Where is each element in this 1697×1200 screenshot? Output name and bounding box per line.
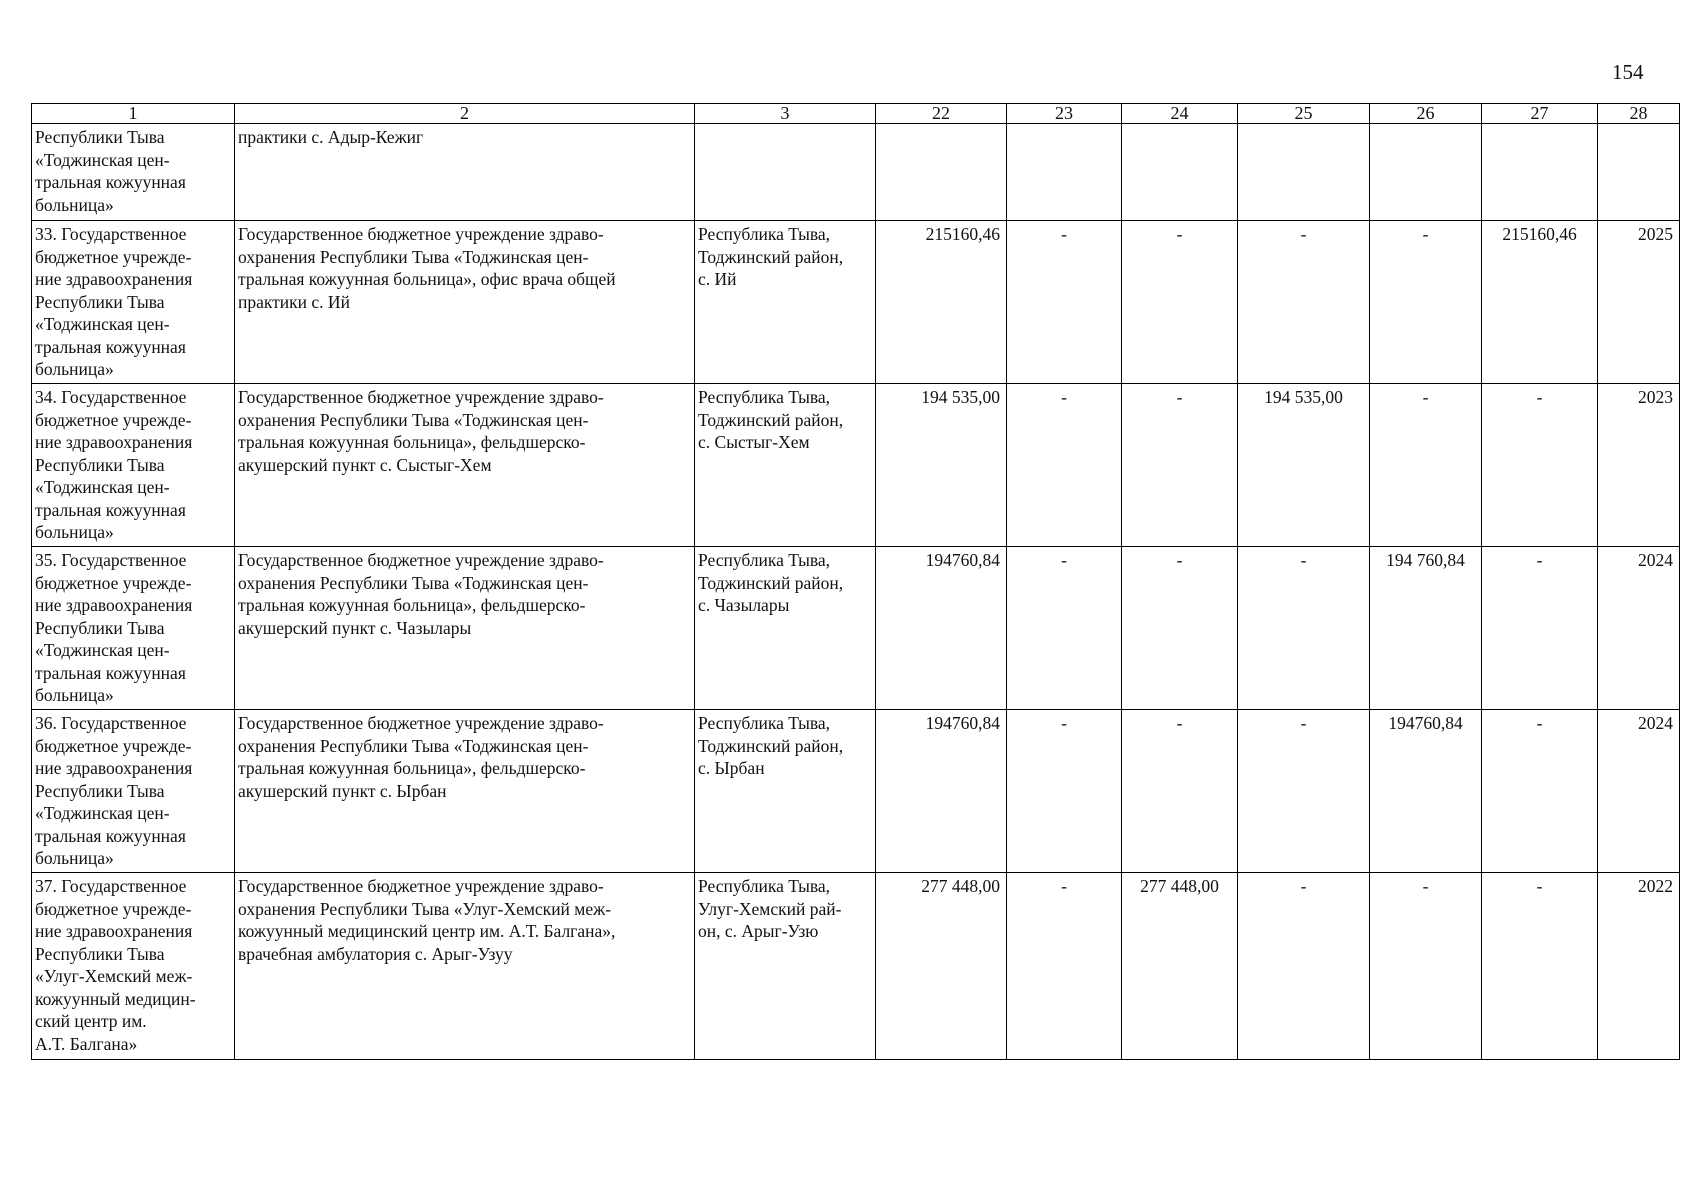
location-cell: Республика Тыва, Тоджинский район, с. Ий	[695, 221, 876, 384]
value-cell: -	[1482, 873, 1598, 1060]
value-cell: -	[1007, 384, 1122, 547]
value-cell: -	[1122, 384, 1238, 547]
year-cell: 2024	[1598, 547, 1680, 710]
institution-cell: 37. Государственное бюджетное учрежде- ние здравоохранения Республики Тыва «Улуг-Хемский меж- кожуунный медицин- ский центр им. А.Т. Балгана»	[32, 873, 235, 1060]
value-cell: 277 448,00	[876, 873, 1007, 1060]
value-cell: -	[1007, 547, 1122, 710]
value-cell: 194 535,00	[876, 384, 1007, 547]
column-header: 25	[1238, 104, 1370, 124]
year-cell: 2023	[1598, 384, 1680, 547]
facility-cell: Государственное бюджетное учреждение здраво- охранения Республики Тыва «Тоджинская цен- тральная кожуунная больница», фельдшерско- акушерский пункт с. Чазылары	[235, 547, 695, 710]
value-cell	[1122, 124, 1238, 221]
data-table	[31, 103, 1680, 1060]
value-cell: -	[1122, 710, 1238, 873]
value-cell: 194760,84	[1370, 710, 1482, 873]
value-cell	[1238, 124, 1370, 221]
page-number: 154	[1612, 60, 1644, 84]
value-cell: -	[1122, 547, 1238, 710]
table-row	[32, 221, 1680, 384]
facility-cell: практики с. Адыр-Кежиг	[235, 124, 695, 221]
facility-cell: Государственное бюджетное учреждение здраво- охранения Республики Тыва «Тоджинская цен- тральная кожуунная больница», фельдшерско- акушерский пункт с. Ырбан	[235, 710, 695, 873]
value-cell: -	[1238, 221, 1370, 384]
column-header: 22	[876, 104, 1007, 124]
location-cell	[695, 124, 876, 221]
institution-cell: 36. Государственное бюджетное учрежде- ние здравоохранения Республики Тыва «Тоджинская цен- тральная кожуунная больница»	[32, 710, 235, 873]
value-cell: -	[1007, 873, 1122, 1060]
value-cell: 194760,84	[876, 547, 1007, 710]
value-cell	[1482, 124, 1598, 221]
value-cell: -	[1122, 221, 1238, 384]
location-cell: Республика Тыва, Тоджинский район, с. Ырбан	[695, 710, 876, 873]
facility-cell: Государственное бюджетное учреждение здраво- охранения Республики Тыва «Тоджинская цен- тральная кожуунная больница», фельдшерско- акушерский пункт с. Сыстыг-Хем	[235, 384, 695, 547]
institution-cell: 34. Государственное бюджетное учрежде- ние здравоохранения Республики Тыва «Тоджинская цен- тральная кожуунная больница»	[32, 384, 235, 547]
column-header: 23	[1007, 104, 1122, 124]
value-cell: 215160,46	[1482, 221, 1598, 384]
facility-cell: Государственное бюджетное учреждение здраво- охранения Республики Тыва «Улуг-Хемский меж- кожуунный медицинский центр им. А.Т. Балгана», врачебная амбулатория с. Арыг-Узуу	[235, 873, 695, 1060]
value-cell: -	[1482, 547, 1598, 710]
location-cell: Республика Тыва, Тоджинский район, с. Сыстыг-Хем	[695, 384, 876, 547]
institution-cell: 33. Государственное бюджетное учрежде- ние здравоохранения Республики Тыва «Тоджинская цен- тральная кожуунная больница»	[32, 221, 235, 384]
value-cell	[1007, 124, 1122, 221]
column-header: 1	[32, 104, 235, 124]
value-cell: -	[1238, 710, 1370, 873]
year-cell: 2022	[1598, 873, 1680, 1060]
value-cell: 194 760,84	[1370, 547, 1482, 710]
column-header: 24	[1122, 104, 1238, 124]
column-header: 3	[695, 104, 876, 124]
value-cell: 194 535,00	[1238, 384, 1370, 547]
table-row	[32, 384, 1680, 547]
location-cell: Республика Тыва, Улуг-Хемский рай- он, с. Арыг-Узю	[695, 873, 876, 1060]
value-cell: 277 448,00	[1122, 873, 1238, 1060]
value-cell: -	[1007, 710, 1122, 873]
value-cell: 215160,46	[876, 221, 1007, 384]
table-row	[32, 710, 1680, 873]
table-row	[32, 547, 1680, 710]
value-cell: -	[1238, 547, 1370, 710]
value-cell: -	[1482, 384, 1598, 547]
value-cell	[1370, 124, 1482, 221]
value-cell: -	[1238, 873, 1370, 1060]
table-row	[32, 124, 1680, 221]
value-cell	[876, 124, 1007, 221]
year-cell	[1598, 124, 1680, 221]
value-cell: 194760,84	[876, 710, 1007, 873]
facility-cell: Государственное бюджетное учреждение здраво- охранения Республики Тыва «Тоджинская цен- тральная кожуунная больница», офис врача общей практики с. Ий	[235, 221, 695, 384]
year-cell: 2025	[1598, 221, 1680, 384]
institution-cell: Республики Тыва «Тоджинская цен- тральная кожуунная больница»	[32, 124, 235, 221]
column-header: 28	[1598, 104, 1680, 124]
value-cell: -	[1370, 221, 1482, 384]
year-cell: 2024	[1598, 710, 1680, 873]
table-row	[32, 873, 1680, 1060]
location-cell: Республика Тыва, Тоджинский район, с. Чазылары	[695, 547, 876, 710]
table-header-row	[32, 104, 1680, 124]
value-cell: -	[1370, 873, 1482, 1060]
column-header: 26	[1370, 104, 1482, 124]
value-cell: -	[1007, 221, 1122, 384]
institution-cell: 35. Государственное бюджетное учрежде- ние здравоохранения Республики Тыва «Тоджинская цен- тральная кожуунная больница»	[32, 547, 235, 710]
column-header: 2	[235, 104, 695, 124]
value-cell: -	[1370, 384, 1482, 547]
value-cell: -	[1482, 710, 1598, 873]
column-header: 27	[1482, 104, 1598, 124]
